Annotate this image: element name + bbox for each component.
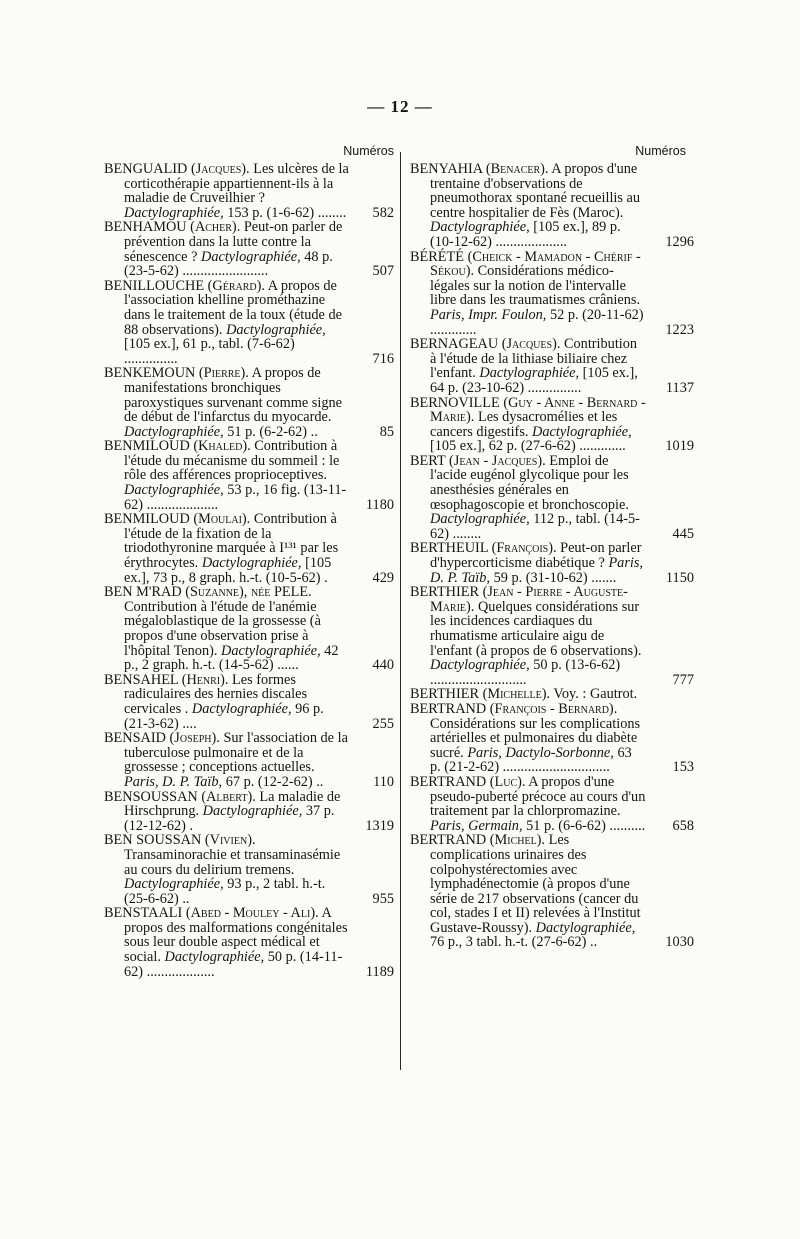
bibliography-entry: [104, 790, 394, 834]
thesis-title: Emploi de l'acide eugénol glycolique pour les anesthésies générales en œsophagoscopie et bronchoscopie.: [430, 452, 629, 513]
right-column: [410, 140, 694, 951]
entry-number: 1150: [665, 569, 694, 586]
bibliography-entry: [410, 584, 694, 688]
publication-details: 52 p. (20-11-62) .............: [430, 306, 644, 338]
publisher: Paris, Impr. Foulon,: [430, 306, 547, 323]
entry-number: 658: [672, 817, 694, 834]
bibliography-entry: [104, 906, 394, 979]
entry-number: 445: [672, 525, 694, 542]
publication-details: 48 p. (23-5-62) ........................: [124, 248, 333, 280]
publisher: Paris, D. P. Taïb,: [430, 555, 644, 586]
publisher: Dactylographiée,: [164, 949, 265, 966]
publication-details: 67 p. (12-2-62) ..: [225, 773, 324, 790]
publisher: Dactylographiée,: [430, 219, 530, 236]
thesis-title: Peut-on parler de prévention dans la lutte contre la sénescence ?: [124, 219, 343, 265]
publication-details: 51 p. (6-2-62) ..: [227, 423, 318, 440]
entry-number: 429: [372, 569, 394, 586]
bibliography-entry: [104, 366, 394, 439]
thesis-title: Contribution à l'étude du mécanisme du sommeil : le rôle des afférences proprioceptives.: [124, 438, 340, 484]
bibliography-entry: [104, 162, 394, 220]
publication-details: 42 p., 2 graph. h.-t. (14-5-62) ......: [124, 642, 339, 674]
publisher: Dactylographiée,: [430, 511, 530, 528]
author-name: BENKEMOUN (Pierre).: [104, 365, 249, 382]
bibliography-entry: [410, 700, 694, 776]
publisher: Dactylographiée,: [430, 657, 530, 674]
publisher: Paris, Germain,: [430, 817, 523, 834]
publication-details: 51 p. (6-6-62) ..........: [526, 817, 646, 834]
publisher: Dactylographiée,: [124, 482, 224, 499]
publisher: Dactylographiée,: [226, 321, 326, 338]
bibliography-entry: [410, 773, 694, 834]
thesis-title: A propos d'une pseudo-puberté précoce au cours d'un traitement par la chlorpromazine.: [430, 773, 646, 820]
bibliography-entry: [104, 833, 394, 906]
thesis-title: La maladie de Hirschprung.: [124, 788, 341, 820]
author-name: BERTHIER (Michelle).: [410, 686, 551, 703]
publisher: Dactylographiée,: [202, 803, 303, 820]
thesis-title: Les complications urinaires des colpohystérectomies avec lymphadénectomie (à propos d'une série de 217 observations (cancer du col, stades I et II) relevées à l'Institut Gustave-Roussy).: [430, 832, 641, 936]
publication-details: 53 p., 16 fig. (13-11-62) ....................: [124, 482, 347, 513]
publication-details: 50 p. (14-11-62) ...................: [124, 949, 343, 980]
publication-details: 96 p. (21-3-62) ....: [124, 700, 324, 732]
entry-number: 1137: [665, 379, 694, 396]
bibliography-entry: [410, 452, 694, 542]
author-name: BEN SOUSSAN (Vivien).: [104, 832, 256, 849]
thesis-title: Transaminorachie et transaminasémie au cours du delirium tremens.: [124, 846, 341, 878]
bibliography-entry: [410, 161, 694, 250]
thesis-title: Les dysacromélies et les cancers digestifs.: [430, 409, 618, 440]
author-name: BENMILOUD (Moulai).: [104, 511, 251, 528]
left-column: [104, 140, 394, 979]
column-header-left: Numéros: [343, 144, 394, 158]
publisher: Dactylographiée,: [124, 423, 224, 440]
publication-details: 50 p. (13-6-62) ...........................: [430, 657, 621, 688]
entry-number: 716: [372, 350, 394, 367]
author-name: BENYAHIA (Benacer).: [410, 161, 549, 177]
thesis-title: Contribution à l'étude de la lithiase biliaire chez l'enfant.: [430, 336, 638, 382]
bibliography-entry: [410, 687, 686, 702]
thesis-title: A propos de l'association khelline prométhazine dans le traitement de la toux (étude de 88 observations).: [124, 277, 342, 338]
bibliography-entry: [104, 439, 394, 512]
publisher: Dactylographiée,: [532, 423, 632, 440]
publisher: Dactylographiée,: [191, 700, 292, 717]
entry-number: 255: [372, 715, 394, 732]
entry-number: 1180: [365, 496, 394, 513]
publication-details: [105 ex.], 89 p. (10-12-62) ....................: [430, 219, 621, 250]
author-name: BENILLOUCHE (Gérard).: [104, 277, 265, 294]
author-name: BERT (Jean - Jacques).: [410, 452, 546, 469]
bibliography-entry: [104, 512, 394, 585]
entry-number: 1019: [665, 438, 694, 455]
entry-number: 1319: [365, 817, 394, 834]
left-entries: [104, 162, 394, 979]
column-header-right: Numéros: [635, 144, 686, 158]
author-name: BÉRÉTÉ (Cheick - Mamadon - Chérif - Sékou).: [410, 248, 641, 280]
publication-details: 112 p., tabl. (14-5-62) ........: [430, 511, 640, 542]
thesis-title: Contribution à l'étude de la fixation de la triodothyronine marquée à I¹³¹ par les érythrocytes.: [124, 511, 339, 572]
thesis-title: A propos de manifestations bronchiques paroxystiques survenant comme signe de début de l'infarctus du myocarde.: [124, 365, 342, 426]
author-name: BERTRAND (François - Bernard).: [410, 700, 618, 717]
entry-number: 955: [372, 890, 394, 907]
author-name: BENSAHEL (Henri).: [104, 671, 229, 688]
entry-number: 85: [379, 423, 394, 440]
publisher: Dactylographiée,: [535, 919, 636, 936]
publication-details: [105 ex.], 61 p., tabl. (7-6-62) ...............: [124, 336, 295, 367]
publication-details: 59 p. (31-10-62) .......: [493, 569, 617, 586]
bibliography-entry: [410, 540, 694, 586]
author-name: BENGUALID (Jacques).: [104, 161, 250, 177]
author-name: BERNAGEAU (Jacques).: [410, 336, 561, 353]
thesis-title: Les ulcères de la corticothérapie appartiennent-ils à la maladie de Cruveilhier ?: [124, 161, 349, 207]
author-name: BENMILOUD (Khaled).: [104, 438, 251, 455]
entry-number: 1296: [665, 233, 694, 250]
publisher: Dactylographiée,: [124, 204, 224, 221]
entry-number: 110: [373, 773, 394, 790]
publisher: Dactylographiée,: [201, 555, 302, 572]
bibliography-entry: [104, 673, 394, 731]
publication-details: 76 p., 3 tabl. h.-t. (27-6-62) ..: [430, 934, 598, 951]
right-entries: [410, 161, 694, 951]
publication-details: [105 ex.], 64 p. (23-10-62) ...............: [430, 365, 638, 396]
bibliography-entry: [104, 585, 394, 673]
author-name: BENSTAALI (Abed - Mouley - Ali).: [104, 905, 319, 922]
entry-number: 153: [672, 759, 694, 776]
author-name: BENSAID (Joseph).: [104, 730, 220, 747]
thesis-title: A propos d'une trentaine d'observations de pneumothorax spontané recueillis au centre hospitalier de Fès (Maroc).: [430, 161, 641, 221]
publication-details: 37 p. (12-12-62) .: [124, 803, 335, 834]
author-name: BERNOVILLE (Guy - Anne - Bernard - Marie).: [410, 394, 646, 426]
entry-number: 507: [372, 263, 394, 280]
publisher: Dactylographiée,: [221, 642, 321, 659]
publication-details: 63 p. (21-2-62) ..............................: [430, 744, 632, 776]
publication-details: 93 p., 2 tabl. h.-t. (25-6-62) ..: [124, 876, 326, 907]
publication-details: 153 p. (1-6-62) ........: [227, 204, 347, 221]
author-name: BENSOUSSAN (Albert).: [104, 788, 256, 805]
bibliography-entry: [104, 731, 394, 789]
page-number: — 12 —: [367, 97, 433, 116]
thesis-title: Peut-on parler d'hypercorticisme diabétique ?: [430, 540, 642, 572]
bibliography-entry: [410, 832, 694, 951]
thesis-title: Contribution à l'étude de l'anémie mégaloblastique de la grossesse (à propos d'une observation prise à l'hôpital Tenon).: [124, 598, 321, 659]
bibliography-entry: [410, 394, 694, 455]
bibliography-entry: [104, 279, 394, 367]
entry-number: 777: [672, 671, 694, 688]
author-name: BENHAMOU (Acher).: [104, 219, 241, 236]
entry-number: 1223: [665, 321, 694, 338]
column-divider: [400, 152, 401, 1070]
publisher: Paris, D. P. Taïb,: [124, 773, 223, 790]
author-name: BERTHEUIL (François).: [410, 540, 557, 557]
thesis-title: Sur l'association de la tuberculose pulmonaire et de la grossesse ; conceptions actuelles.: [124, 730, 348, 776]
thesis-title: Considérations sur les complications artérielles et pulmonaires du diabète sucré.: [430, 715, 641, 761]
author-name: BERTHIER (Jean - Pierre - Auguste-Marie).: [410, 584, 628, 615]
publication-details: [105 ex.], 73 p., 8 graph. h.-t. (10-5-62) .: [124, 555, 332, 586]
thesis-title: Quelques considérations sur les incidences cardiaques du rhumatisme articulaire aigu de l'enfant (à propos de 6 observations).: [430, 598, 642, 659]
thesis-title: Considérations médico-légales sur la notion de l'intervalle libre dans les traumatismes crâniens.: [430, 263, 641, 309]
publisher: Dactylographiée,: [124, 876, 224, 893]
author-name: BERTRAND (Luc).: [410, 773, 526, 790]
entry-number: 1030: [665, 934, 694, 951]
entry-number: 582: [372, 204, 394, 221]
publisher: Paris, Dactylo-Sorbonne,: [467, 744, 614, 761]
thesis-title: Voy. : Gautrot.: [553, 686, 638, 703]
bibliography-entry: [410, 248, 694, 338]
thesis-title: A propos des malformations congénitales sous leur double aspect médical et social.: [124, 905, 348, 966]
publisher: Dactylographiée,: [479, 365, 580, 382]
entry-number: 440: [372, 657, 394, 674]
thesis-title: Les formes radiculaires des hernies discales cervicales .: [124, 671, 308, 717]
author-name: BERTRAND (Michel).: [410, 832, 546, 849]
entry-number: 1189: [365, 963, 394, 980]
bibliography-entry: [410, 336, 694, 396]
publisher: Dactylographiée,: [201, 248, 301, 265]
author-name: BEN M'RAD (Suzanne), née PELE.: [104, 584, 312, 601]
publication-details: [105 ex.], 62 p. (27-6-62) .............: [430, 438, 626, 455]
bibliography-entry: [104, 220, 394, 278]
